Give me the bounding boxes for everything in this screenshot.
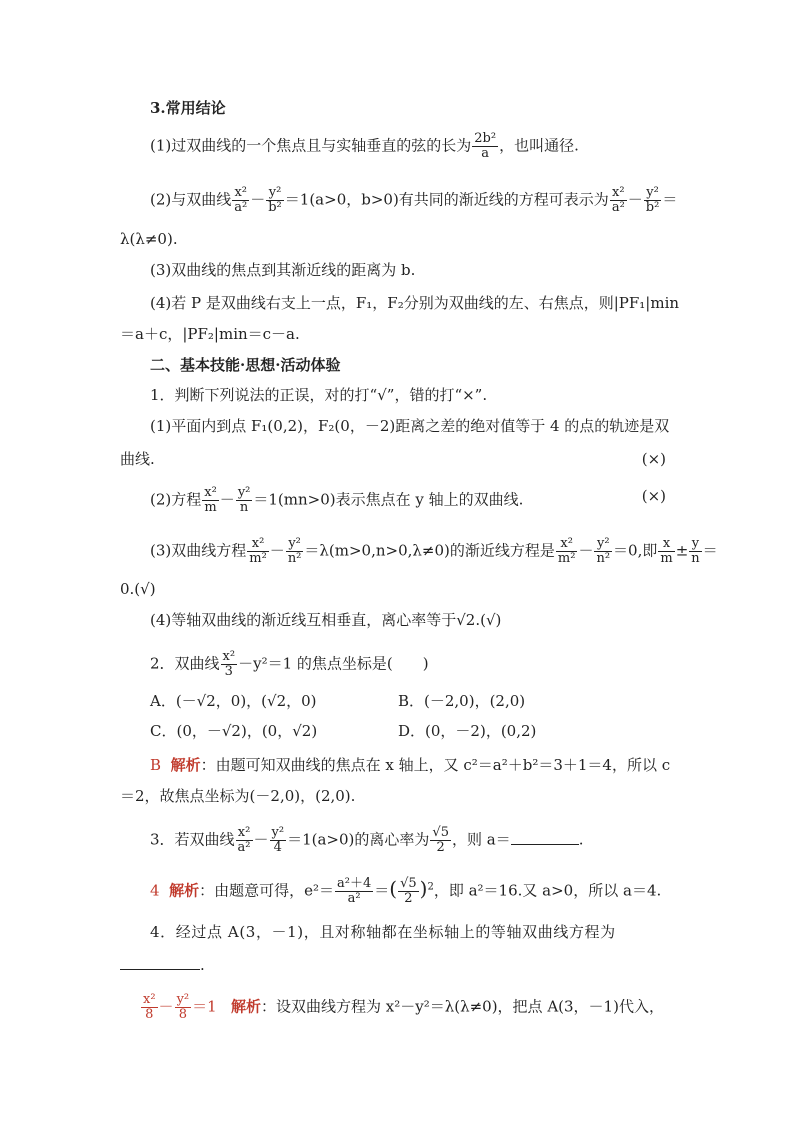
q1-s3-cont: 0.(√)	[120, 580, 156, 598]
q2-answer: B	[150, 756, 162, 774]
conclusion-2: (2)与双曲线 $\frac{\text{x²}}{\text{a²}}$ － $\frac{\text{y²}}{\text{b²}}$ ＝1(a>0，b>0)有共同的渐近线的方程可表示为 $\frac{\text{x²}}{\text{a²}}$ － $\frac{\text{y²}}{\text{b²}}$ ＝	[150, 185, 678, 215]
q3-prompt: 3．若双曲线 $\frac{\text{x²}}{\text{a²}}$ － $\frac{\text{y²}}{4}$ ＝1(a>0)的离心率为 $\frac{√5}{2}$ ，则 a＝ .	[150, 825, 584, 855]
conclusion-1	[150, 132, 579, 161]
q3-answer-blank	[511, 830, 579, 845]
q4-analysis: $\frac{\text{x²}}{8}$ － $\frac{\text{y²}}{8}$ ＝1 解析：设双曲线方程为 x²－y²＝λ(λ≠0)，把点 A(3，－1)代入，	[143, 992, 664, 1022]
q2-option-d: D．(0，－2)，(0,2)	[398, 722, 537, 740]
q1-prompt: 1．判断下列说法的正误，对的打“√”，错的打“×”.	[150, 386, 488, 404]
q4-answer-blank	[120, 955, 200, 970]
q2-analysis-line1: B 解析：由题可知双曲线的焦点在 x 轴上，又 c²＝a²＋b²＝3＋1＝4，所以 c	[150, 756, 671, 774]
q1-s1-line2: 曲线. (×)	[120, 450, 666, 468]
fraction: $\frac{\text{2b²}}{a}$	[474, 131, 497, 161]
q2-option-c: C．(0，－√2)，(0，√2)	[150, 722, 318, 740]
text: ，也叫通径.	[499, 136, 579, 155]
q1-s1-mark: (×)	[641, 450, 666, 468]
conclusion-4-line2: ＝a＋c，|PF₂|min＝c－a.	[120, 325, 300, 343]
analysis-label: 解析	[170, 756, 201, 774]
q4-answer-frac1: $\frac{\text{x²}}{8}$	[143, 992, 156, 1022]
conclusion-4-line1: (4)若 P 是双曲线右支上一点，F₁，F₂分别为双曲线的左、右焦点，则|PF₁|min	[150, 294, 680, 312]
q2-option-a: A．(－√2，0)，(√2，0)	[150, 692, 317, 710]
q2-option-b: B．(－2,0)，(2,0)	[398, 692, 526, 710]
q1-s3: (3)双曲线方程 $\frac{\text{x²}}{\text{m²}}$ － $\frac{\text{y²}}{\text{n²}}$ ＝λ(m>0,n>0,λ≠0)的渐近线方程是 $\frac{\text{x²}}{\text{m²}}$ － $\frac{\text{y²}}{\text{n²}}$ ＝0,即 $\frac{x}{m}$ ± $\frac{y}{n}$ ＝	[150, 536, 718, 566]
conclusion-3: (3)双曲线的焦点到其渐近线的距离为 b.	[150, 261, 416, 279]
q2-analysis-line2: ＝2，故焦点坐标为(－2,0)，(2,0).	[120, 787, 356, 805]
section-heading-skills: 二、基本技能·思想·活动体验	[150, 356, 341, 374]
q1-s4: (4)等轴双曲线的渐近线互相垂直，离心率等于√2.(√)	[150, 611, 502, 629]
section-heading-conclusions: 3.常用结论	[150, 99, 226, 117]
q3-analysis: 4 解析：由题意可得，e²＝ $\frac{\text{a²＋4}}{\text{a²}}$ ＝( $\frac{√5}{2}$ )$^2$，即 a²＝16.又 a>0，所以 a＝4.	[150, 876, 662, 906]
q2-prompt: 2．双曲线 $\frac{\text{x²}}{3}$ －y²＝1 的焦点坐标是( )	[150, 649, 429, 679]
q1-s1-line1: (1)平面内到点 F₁(0,2)，F₂(0，－2)距离之差的绝对值等于 4 的点的轨迹是双	[150, 417, 670, 435]
conclusion-2-cont: λ(λ≠0).	[120, 230, 178, 248]
q1-s2: (2)方程 $\frac{\text{x²}}{m}$ － $\frac{\text{y²}}{n}$ ＝1(mn>0)表示焦点在 y 轴上的双曲线. (×)	[150, 485, 666, 515]
q4-line2: .	[120, 955, 205, 975]
q3-answer: 4	[150, 881, 160, 900]
q1-s2-mark: (×)	[641, 487, 666, 505]
q4-line1: 4．经过点 A(3，－1)，且对称轴都在坐标轴上的等轴双曲线方程为	[150, 923, 616, 941]
text: (1)过双曲线的一个焦点且与实轴垂直的弦的长为	[150, 136, 472, 155]
